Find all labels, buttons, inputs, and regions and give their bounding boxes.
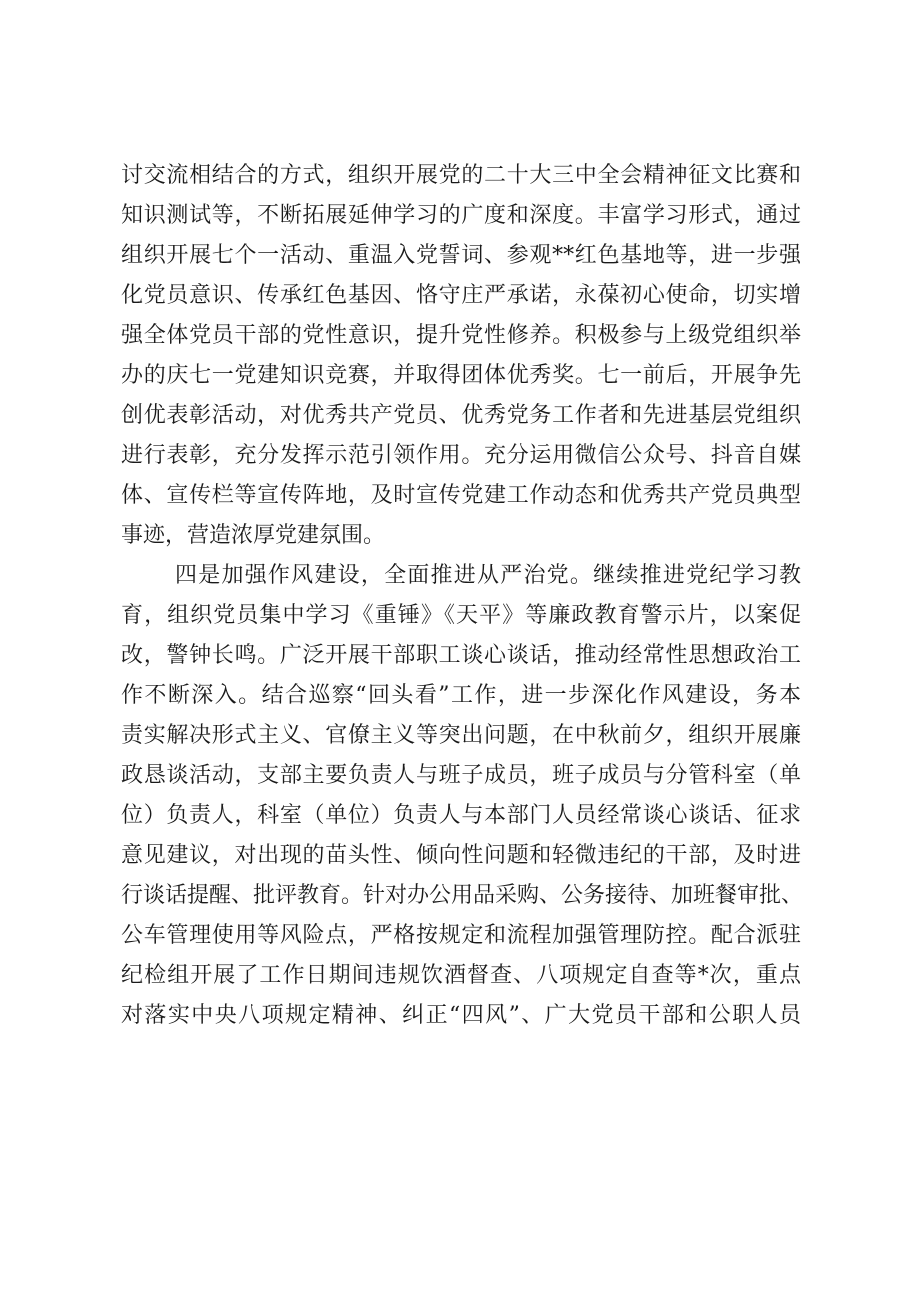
text-line: 位）负责人，科室（单位）负责人与本部门人员经常谈心谈话、征求: [121, 803, 801, 828]
text-line: 对落实中央八项规定精神、纠正“四风”、广大党员干部和公职人员: [121, 1003, 801, 1028]
text-line: 组织开展七个一活动、重温入党誓词、参观**红色基地等，进一步强: [121, 243, 801, 268]
text-line: 化党员意识、传承红色基因、恪守庄严承诺，永葆初心使命，切实增: [121, 283, 801, 308]
text-line: 事迹，营造浓厚党建氛围。: [121, 523, 386, 548]
text-line: 行谈话提醒、批评教育。针对办公用品采购、公务接待、加班餐审批、: [121, 883, 804, 908]
text-line: 纪检组开展了工作日期间违规饮酒督查、八项规定自查等*次，重点: [121, 963, 801, 988]
text-line: 意见建议，对出现的苗头性、倾向性问题和轻微违纪的干部，及时进: [121, 843, 801, 868]
text-line: 育，组织党员集中学习《重锤》《天平》等廉政教育警示片，以案促: [121, 603, 801, 628]
text-line: 四是加强作风建设，全面推进从严治党。继续推进党纪学习教: [175, 563, 801, 588]
text-line: 强全体党员干部的党性意识，提升党性修养。积极参与上级党组织举: [121, 323, 801, 348]
text-line: 知识测试等，不断拓展延伸学习的广度和深度。丰富学习形式，通过: [121, 203, 801, 228]
text-line: 作不断深入。结合巡察“回头看”工作，进一步深化作风建设，务本: [121, 683, 801, 708]
text-line: 体、宣传栏等宣传阵地，及时宣传党建工作动态和优秀共产党员典型: [121, 483, 801, 508]
paragraph-four: [121, 556, 804, 1036]
text-line: 创优表彰活动，对优秀共产党员、优秀党务工作者和先进基层党组织: [121, 403, 801, 428]
text-line: 改，警钟长鸣。广泛开展干部职工谈心谈话，推动经常性思想政治工: [121, 643, 801, 668]
text-line: 责实解决形式主义、官僚主义等突出问题，在中秋前夕，组织开展廉: [121, 723, 801, 748]
text-line: 讨交流相结合的方式，组织开展党的二十大三中全会精神征文比赛和: [121, 163, 801, 188]
text-line: 政恳谈活动，支部主要负责人与班子成员，班子成员与分管科室（单: [121, 763, 801, 788]
text-line: 进行表彰，充分发挥示范引领作用。充分运用微信公众号、抖音自媒: [121, 443, 801, 468]
document-body: [121, 156, 804, 1036]
paragraph-continued: [121, 156, 801, 556]
text-line: 公车管理使用等风险点，严格按规定和流程加强管理防控。配合派驻: [121, 923, 801, 948]
text-line: 办的庆七一党建知识竞赛，并取得团体优秀奖。七一前后，开展争先: [121, 363, 801, 388]
